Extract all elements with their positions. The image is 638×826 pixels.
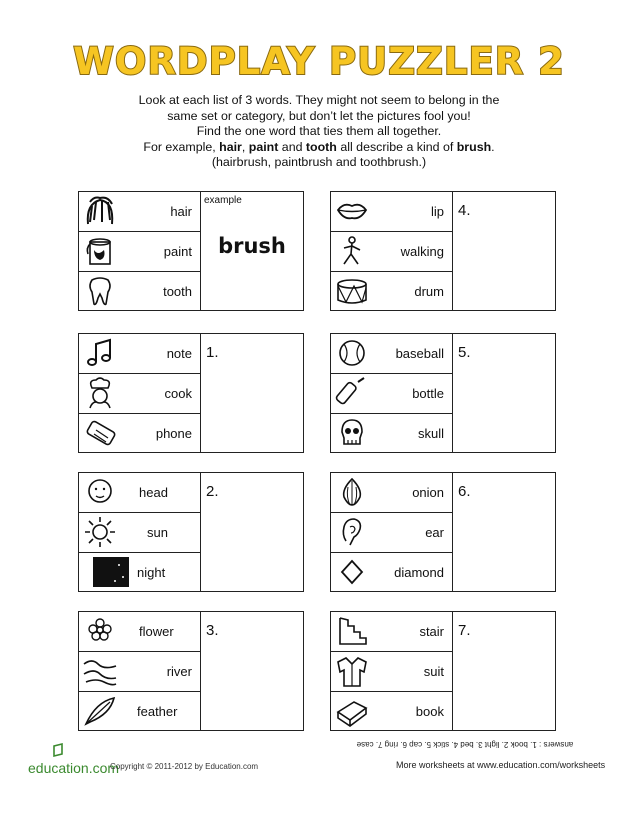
puzzle-4 [330,191,556,311]
puzzle-row [331,192,452,232]
puzzle-row [331,553,452,592]
puzzle-6 [330,472,556,592]
hair-icon [82,194,118,228]
suit-icon [334,654,370,688]
puzzle-number: 1. [206,344,219,361]
answer-box[interactable] [453,612,555,730]
instructions-line: (hairbrush, paintbrush and toothbrush.) [211,155,427,169]
clue-word: walking [400,244,444,259]
puzzle-row [79,272,200,311]
clue-word: note [166,346,192,361]
answer-box[interactable] [453,473,555,591]
puzzle-row [79,414,200,453]
instructions-line: Find the one word that ties them all together. [196,124,442,138]
clue-word: baseball [395,346,444,361]
music-note-icon [82,336,118,370]
baseball-icon [334,336,370,370]
puzzle-row [79,473,200,513]
puzzle-row [331,272,452,311]
example-answer: brush [218,234,286,258]
clue-word: river [166,664,192,679]
instructions-line: For example, hair, paint and tooth all describe a kind of brush. [143,139,495,154]
puzzle-row [79,232,200,272]
clue-word: cook [164,386,192,401]
copyright: Copyright © 2011-2012 by Education.com [110,762,259,771]
puzzle-number: 4. [458,202,471,219]
head-icon [82,475,118,509]
puzzle-row [331,692,452,731]
puzzle-row [79,652,200,692]
answer-box [201,192,303,310]
puzzle-row [79,513,200,553]
chef-icon [82,376,118,410]
river-icon [82,654,118,688]
cell-phone-icon [82,416,118,450]
answer-box[interactable] [201,473,303,591]
puzzle-row [331,334,452,374]
puzzle-row [79,374,200,414]
instructions [95,93,543,171]
instructions-line: Look at each list of 3 words. They might not seem to belong in the [138,93,500,107]
answer-box[interactable] [201,334,303,452]
puzzle-row [331,612,452,652]
sun-icon [82,515,118,549]
clue-word: lip [430,204,444,219]
stairs-icon [334,614,370,648]
education-logo-icon [50,742,70,758]
clue-word: paint [163,244,192,259]
feather-icon [82,694,118,728]
puzzle-number: 2. [206,483,219,500]
drum-icon [334,274,370,308]
paint-can-icon [82,234,118,268]
clue-word: drum [414,284,444,299]
clue-word: suit [423,664,444,679]
puzzle-number: 7. [458,622,471,639]
puzzle-row [331,414,452,453]
clue-word: flower [139,624,174,639]
puzzle-row [331,473,452,513]
skull-icon [334,416,370,450]
footer-left [28,742,268,782]
answer-box[interactable] [453,334,555,452]
puzzle-7 [330,611,556,731]
clue-word: onion [412,485,444,500]
puzzle-row [79,334,200,374]
puzzle-3 [78,611,304,731]
clue-word: stair [419,624,444,639]
night-sky-icon [93,555,129,589]
clue-word: night [137,565,166,580]
puzzle-number: 3. [206,622,219,639]
onion-icon [334,475,370,509]
example-label: example [204,195,242,206]
answer-key: answers : 1. book 2. light 3. bed 4. stick 5. cap 6. ring 7. case [356,740,574,749]
puzzle-row [331,513,452,553]
puzzle-2 [78,472,304,592]
answer-box[interactable] [201,612,303,730]
lips-icon [334,194,370,228]
puzzle-row [331,652,452,692]
book-icon [334,694,370,728]
instructions-line: same set or category, but don’t let the pictures fool you! [167,108,471,123]
puzzle-5 [330,333,556,453]
walking-person-icon [334,234,370,268]
worksheet-title: WORDPLAY PUZZLER 2 [73,40,565,83]
flower-icon [82,614,118,648]
puzzle-1 [78,333,304,453]
clue-word: diamond [394,565,444,580]
example-puzzle [78,191,304,311]
more-worksheets-link[interactable]: More worksheets at www.education.com/worksheets [396,760,606,770]
puzzle-number: 6. [458,483,471,500]
clue-word: hair [170,204,192,219]
puzzle-row [79,192,200,232]
tooth-icon [82,274,118,308]
puzzle-row [79,553,200,592]
clue-word: feather [137,704,178,719]
clue-word: skull [417,426,444,441]
puzzle-number: 5. [458,344,471,361]
clue-word: head [139,485,168,500]
clue-word: bottle [412,386,444,401]
puzzle-row [331,232,452,272]
puzzle-row [331,374,452,414]
clue-word: book [415,704,444,719]
education-logo[interactable]: education.com [28,760,120,776]
clue-word: ear [425,525,444,540]
ear-icon [334,515,370,549]
answer-box[interactable] [453,192,555,310]
clue-word: tooth [163,284,192,299]
baby-bottle-icon [334,376,370,410]
diamond-icon [334,555,370,589]
puzzle-row [79,612,200,652]
puzzle-row [79,692,200,731]
clue-word: sun [147,525,168,540]
clue-word: phone [155,426,192,441]
